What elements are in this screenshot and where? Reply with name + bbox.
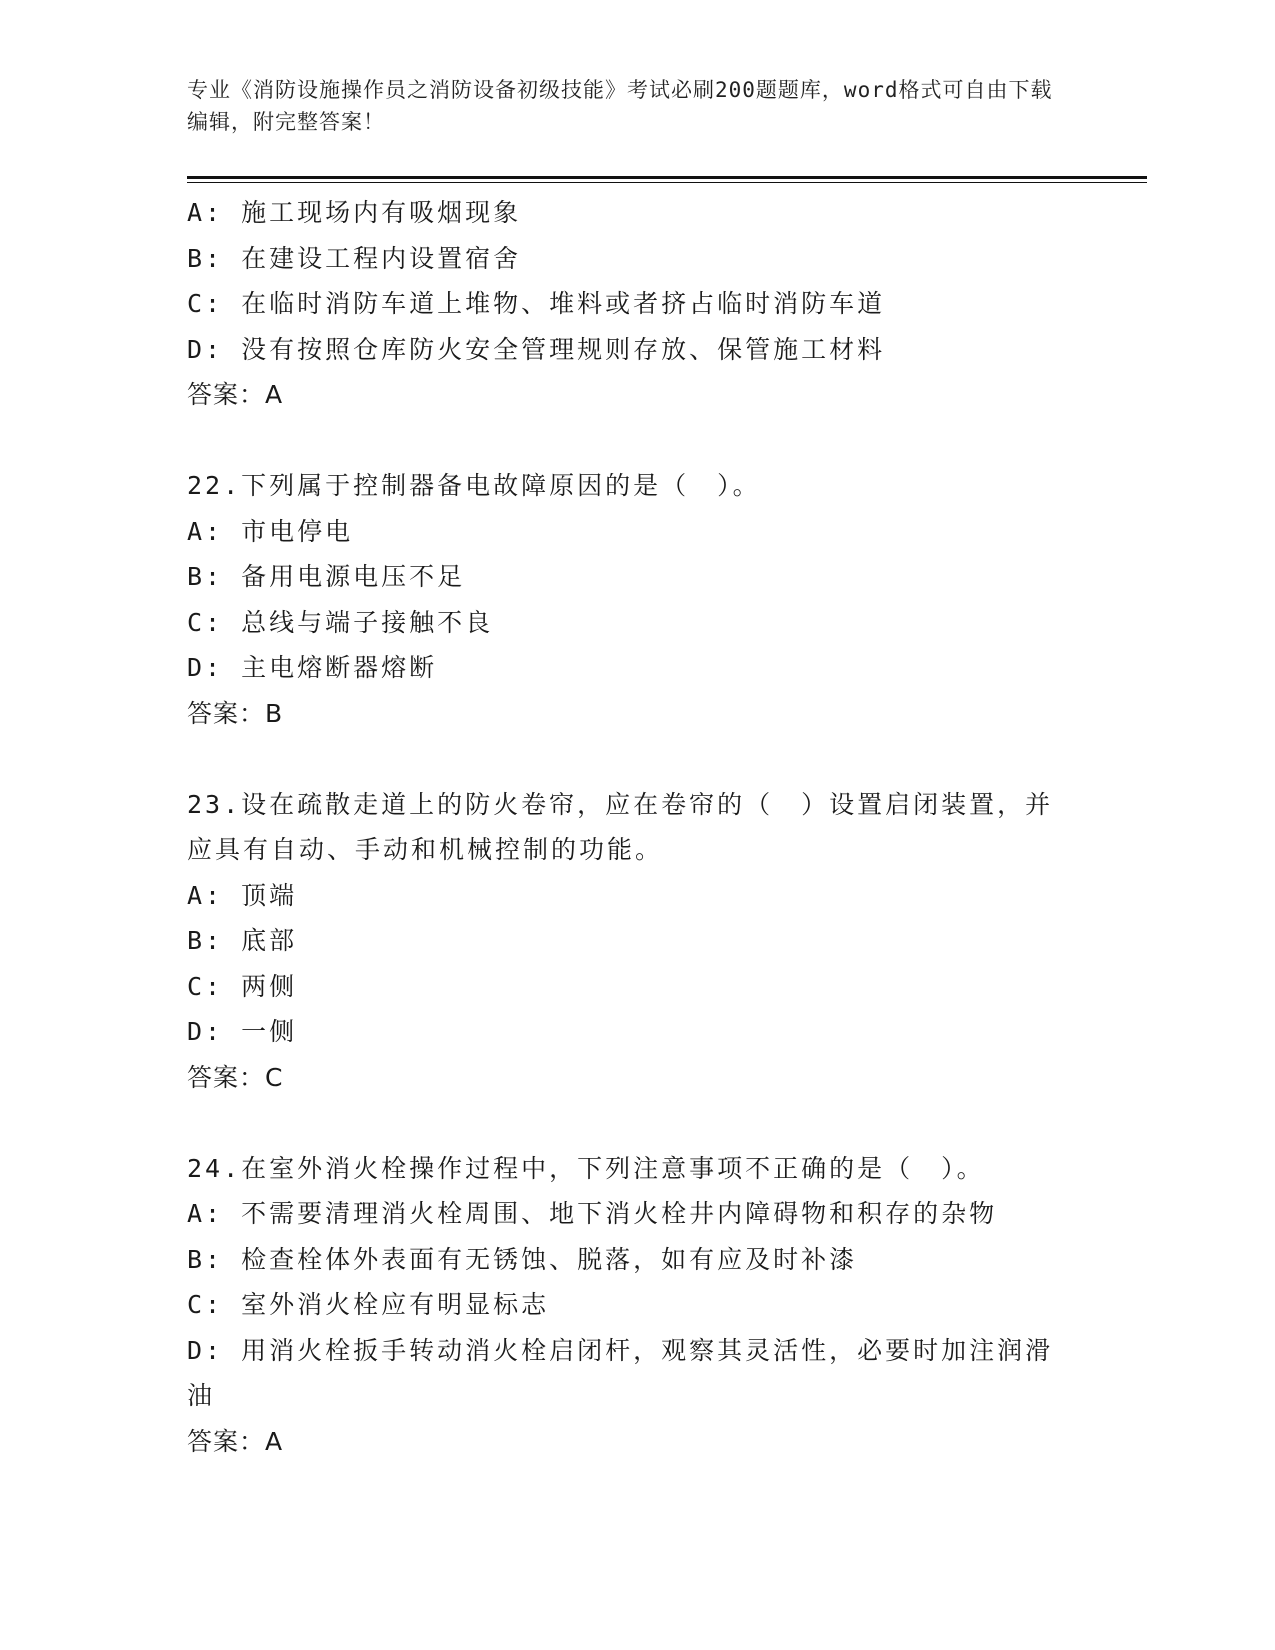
option-a: A: 顶端 [187,880,298,910]
option-b: B: 检查栓体外表面有无锈蚀、脱落，如有应及时补漆 [187,1244,858,1274]
answer-line: 答案：A [187,380,284,409]
option-d: D: 用消火栓扳手转动消火栓启闭杆，观察其灵活性，必要时加注润滑油 [187,1335,1054,1410]
question-block-previous [187,190,1067,418]
answer-line: 答案：C [187,1062,284,1092]
option-b: B: 备用电源电压不足 [187,562,466,591]
question-stem: 22.下列属于控制器备电故障原因的是（ ）。 [187,471,761,500]
option-d: D: 没有按照仓库防火安全管理规则存放、保管施工材料 [187,334,886,364]
option-a: A: 市电停电 [187,516,354,546]
option-c: C: 总线与端子接触不良 [187,607,494,637]
spacer [187,1100,1067,1146]
option-d: D: 一侧 [187,1017,298,1046]
header-divider-thin [187,182,1147,183]
question-block-23 [187,782,1067,1101]
document-header: 专业《消防设施操作员之消防设备初级技能》考试必刷200题题库，word格式可自由下载编辑，附完整答案！ [187,78,1053,134]
option-a: A: 施工现场内有吸烟现象 [187,198,522,227]
option-b: B: 底部 [187,926,298,955]
option-c: C: 在临时消防车道上堆物、堆料或者挤占临时消防车道 [187,289,886,318]
question-stem: 24.在室外消火栓操作过程中，下列注意事项不正确的是（ ）。 [187,1153,985,1183]
question-stem: 23.设在疏散走道上的防火卷帘，应在卷帘的（ ）设置启闭装置，并应具有自动、手动和机械控制的功能。 [187,789,1054,864]
option-c: C: 两侧 [187,971,298,1001]
option-b: B: 在建设工程内设置宿舍 [187,243,522,273]
spacer [187,418,1067,464]
option-c: C: 室外消火栓应有明显标志 [187,1290,550,1319]
option-d: D: 主电熔断器熔断 [187,653,438,682]
spacer [187,736,1067,782]
question-content [187,190,1067,1464]
answer-line: 答案：A [187,1426,284,1456]
answer-line: 答案：B [187,698,284,728]
question-block-24 [187,1146,1067,1465]
question-block-22 [187,463,1067,736]
option-a: A: 不需要清理消火栓周围、地下消火栓井内障碍物和积存的杂物 [187,1199,998,1228]
header-divider-thick [187,176,1147,179]
